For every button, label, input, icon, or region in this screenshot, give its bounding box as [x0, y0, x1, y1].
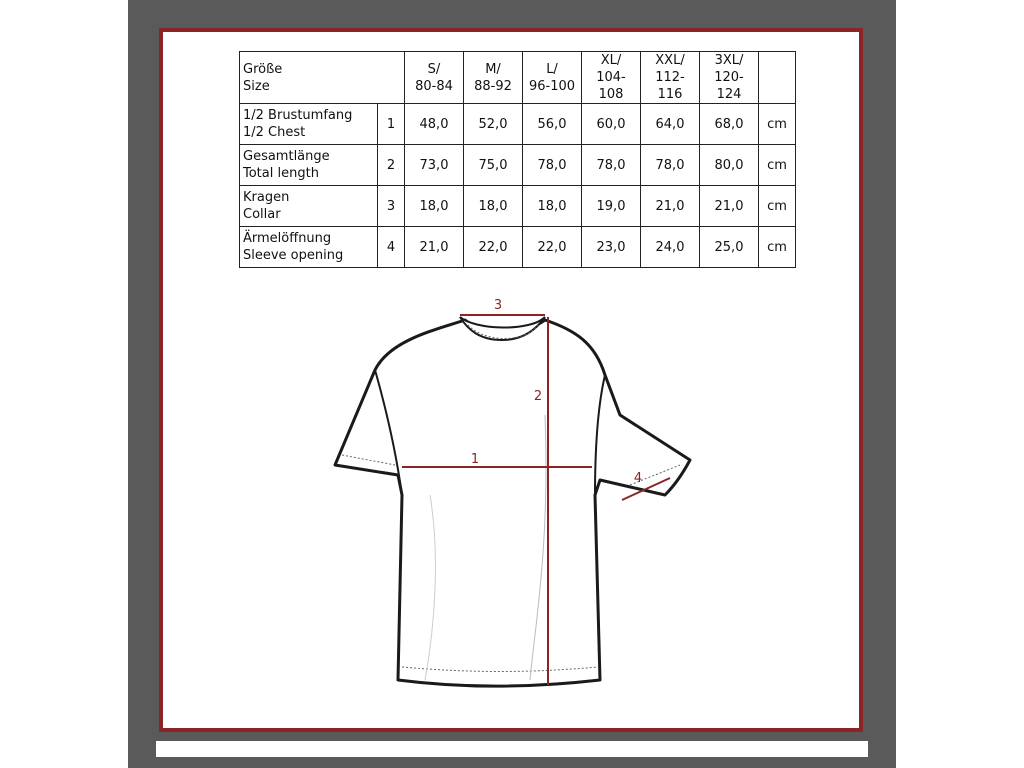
- marker-sleeve: 4: [633, 471, 643, 486]
- row-label: Gesamtlänge Total length: [240, 145, 378, 186]
- header-size-label: [240, 52, 405, 104]
- unit-cell: cm: [759, 227, 796, 268]
- table-cell: 60,0: [582, 104, 641, 145]
- table-cell: 56,0: [523, 104, 582, 145]
- table-cell: 21,0: [405, 227, 464, 268]
- table-cell: 18,0: [405, 186, 464, 227]
- marker-chest: 1: [470, 452, 480, 467]
- table-cell: 22,0: [464, 227, 523, 268]
- unit-header-empty: [759, 52, 796, 104]
- table-cell: 22,0: [523, 227, 582, 268]
- row-number: 1: [378, 104, 405, 145]
- table-cell: 73,0: [405, 145, 464, 186]
- size-col-l: L/ 96-100: [523, 52, 582, 104]
- unit-cell: cm: [759, 104, 796, 145]
- table-cell: 25,0: [700, 227, 759, 268]
- tshirt-outline: [335, 320, 690, 686]
- table-cell: 19,0: [582, 186, 641, 227]
- bottom-strip: [156, 741, 868, 757]
- table-cell: 78,0: [523, 145, 582, 186]
- marker-collar: 3: [493, 298, 503, 313]
- table-cell: 78,0: [641, 145, 700, 186]
- unit-cell: cm: [759, 186, 796, 227]
- size-col-xl: XL/ 104-108: [582, 52, 641, 104]
- table-cell: 64,0: [641, 104, 700, 145]
- size-col-3xl: 3XL/ 120-124: [700, 52, 759, 104]
- table-cell: 68,0: [700, 104, 759, 145]
- marker-length: 2: [533, 389, 543, 404]
- unit-cell: cm: [759, 145, 796, 186]
- row-label: Kragen Collar: [240, 186, 378, 227]
- table-cell: 78,0: [582, 145, 641, 186]
- row-number: 4: [378, 227, 405, 268]
- size-chart-table: [239, 51, 796, 268]
- table-cell: 21,0: [700, 186, 759, 227]
- size-label-de: Größe: [243, 61, 283, 77]
- size-col-xxl: XXL/ 112-116: [641, 52, 700, 104]
- table-cell: 75,0: [464, 145, 523, 186]
- table-row: [240, 186, 796, 227]
- table-cell: 18,0: [523, 186, 582, 227]
- table-header-row: [240, 52, 796, 104]
- table-row: [240, 104, 796, 145]
- row-number: 2: [378, 145, 405, 186]
- size-label-en: Size: [243, 78, 270, 94]
- table-cell: 21,0: [641, 186, 700, 227]
- table-cell: 48,0: [405, 104, 464, 145]
- table-row: [240, 227, 796, 268]
- row-number: 3: [378, 186, 405, 227]
- row-label: Ärmelöffnung Sleeve opening: [240, 227, 378, 268]
- tshirt-diagram: [330, 295, 700, 695]
- table-cell: 80,0: [700, 145, 759, 186]
- table-row: [240, 145, 796, 186]
- size-col-s: S/ 80-84: [405, 52, 464, 104]
- table-cell: 24,0: [641, 227, 700, 268]
- table-cell: 52,0: [464, 104, 523, 145]
- table-cell: 18,0: [464, 186, 523, 227]
- table-cell: 23,0: [582, 227, 641, 268]
- row-label: 1/2 Brustumfang 1/2 Chest: [240, 104, 378, 145]
- size-col-m: M/ 88-92: [464, 52, 523, 104]
